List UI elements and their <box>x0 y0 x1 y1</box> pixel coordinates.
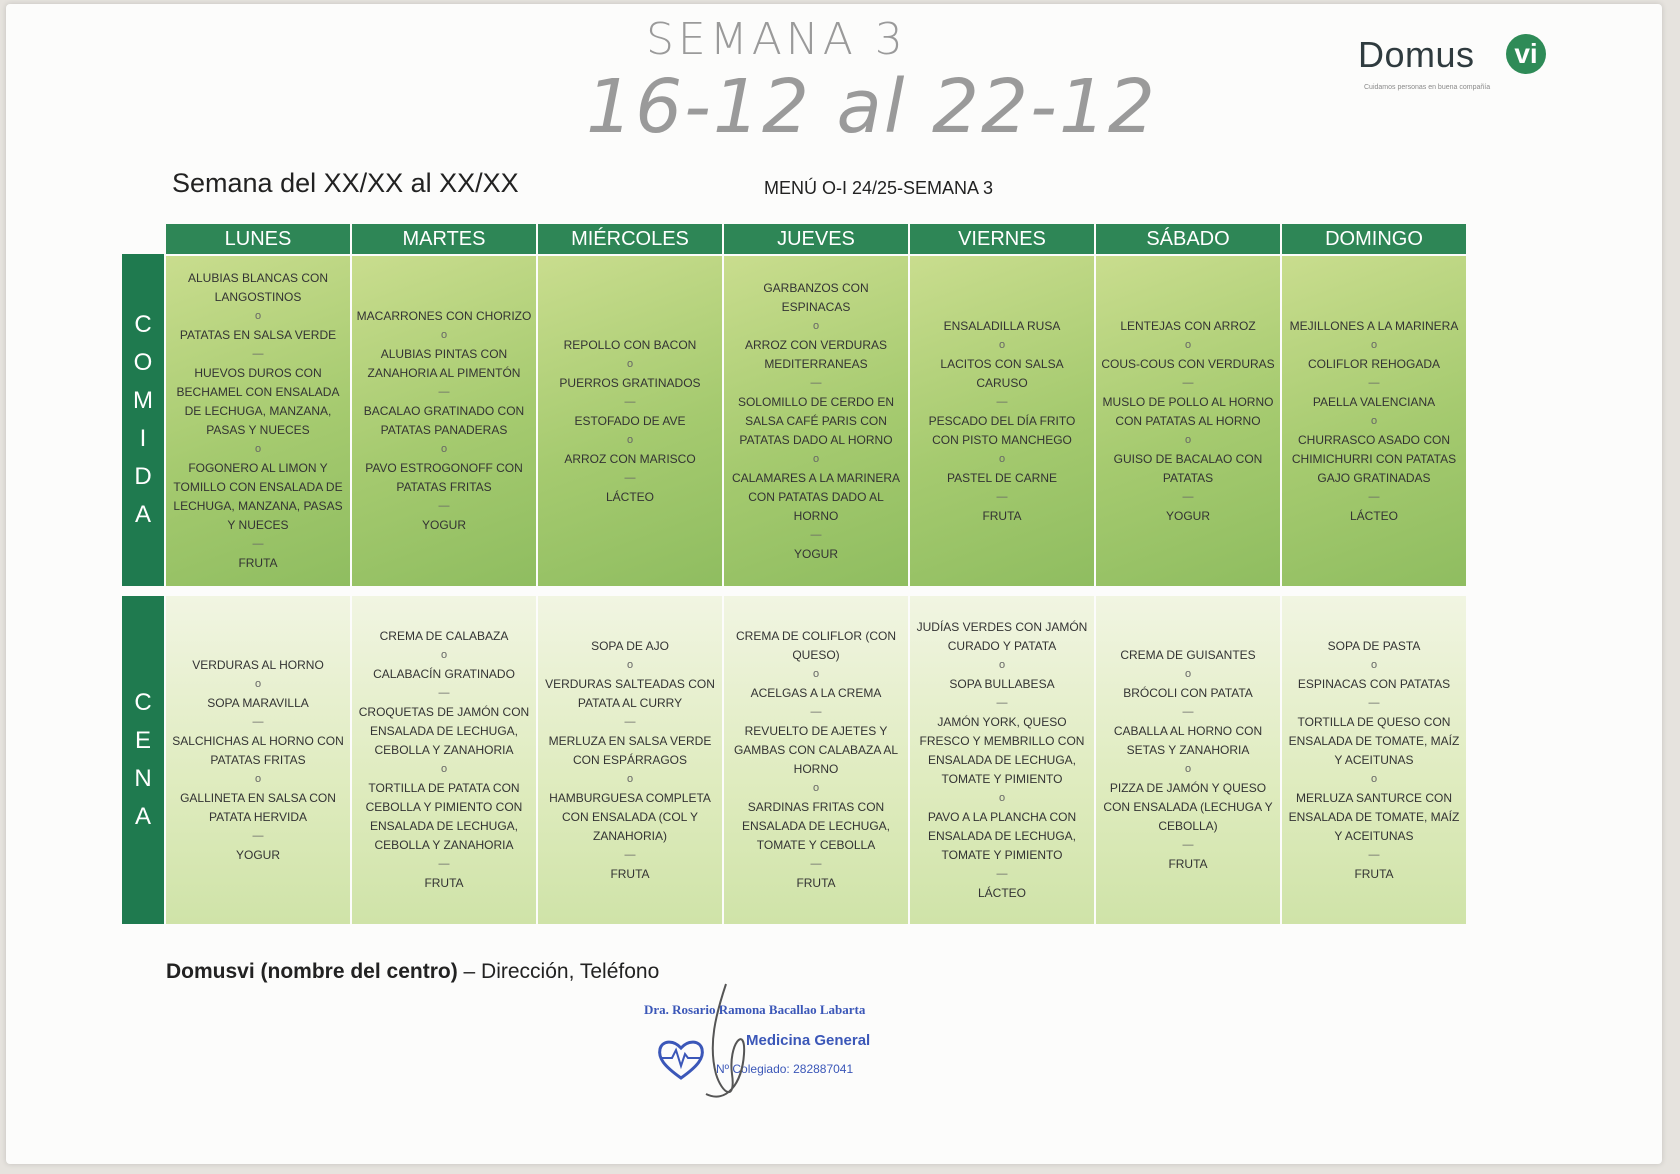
menu-item: GUISO DE BACALAO CON PATATAS <box>1113 451 1263 485</box>
menu-separator: — <box>438 500 450 512</box>
menu-item: SOPA MARAVILLA <box>207 695 309 710</box>
menu-separator: o <box>1370 414 1378 427</box>
menu-separator: — <box>252 348 264 360</box>
menu-item: SALCHICHAS AL HORNO CON PATATAS FRITAS <box>172 733 344 767</box>
menu-item: PAVO A LA PLANCHA CON ENSALADA DE LECHUGA, TOMATE Y PIMIENTO <box>927 809 1077 862</box>
menu-separator: o <box>812 782 820 794</box>
menu-separator: o <box>1184 433 1192 446</box>
menu-separator: o <box>812 452 820 465</box>
menu-item: FRUTA <box>238 556 278 570</box>
menu-item: JAMÓN YORK, QUESO FRESCO Y MEMBRILLO CON ENSALADA DE LECHUGA, TOMATE Y PIMIENTO <box>919 714 1085 786</box>
row-label-letter: M <box>133 387 153 414</box>
menu-separator: — <box>1368 696 1380 709</box>
menu-item: YOGUR <box>235 847 280 862</box>
lunch-cell-2 <box>352 256 536 586</box>
lunch-cell-6 <box>1096 256 1280 586</box>
menu-item: FOGONERO AL LIMON Y TOMILLO CON ENSALADA DE LECHUGA, MANZANA, PASAS Y NUECES <box>173 461 343 532</box>
stamp-number: Nº Colegiado: 282887041 <box>716 1062 854 1076</box>
menu-item: CREMA DE COLIFLOR (CON QUESO) <box>735 629 897 662</box>
menu-item: FRUTA <box>982 508 1022 523</box>
row-label-letter: O <box>133 349 153 376</box>
day-header-3: MIÉRCOLES <box>538 224 722 254</box>
menu-separator: o <box>626 772 634 785</box>
menu-separator: — <box>996 696 1008 709</box>
menu-item: CALABACÍN GRATINADO <box>373 667 515 681</box>
menu-item: BRÓCOLI CON PATATA <box>1123 686 1253 700</box>
row-label-letter: A <box>134 803 151 830</box>
menu-separator: o <box>998 338 1006 351</box>
menu-item: PUERROS GRATINADOS <box>559 375 701 390</box>
menu-item: FRUTA <box>796 876 836 890</box>
menu-separator: — <box>996 490 1008 503</box>
menu-separator: — <box>810 528 822 541</box>
menu-item: CHURRASCO ASADO CON CHIMICHURRI CON PATATAS GAJO GRATINADAS <box>1291 432 1457 485</box>
menu-separator: o <box>626 433 634 446</box>
menu-separator: — <box>996 867 1008 880</box>
menu-item: TORTILLA DE PATATA CON CEBOLLA Y PIMIENTO CON ENSALADA DE LECHUGA, CEBOLLA Y ZANAHORIA <box>365 781 523 852</box>
menu-separator: o <box>254 310 262 322</box>
dinner-cell-3 <box>538 596 722 924</box>
menu-label: MENÚ O-I 24/25-SEMANA 3 <box>764 178 994 198</box>
menu-item: PAVO ESTROGONOFF CON PATATAS FRITAS <box>365 461 523 494</box>
row-label-letter: E <box>134 727 151 754</box>
menu-separator: o <box>812 668 820 680</box>
menu-separator: — <box>996 395 1008 408</box>
menu-item: REVUELTO DE AJETES Y GAMBAS CON CALABAZA AL HORNO <box>733 724 899 776</box>
menu-item: LENTEJAS CON ARROZ <box>1120 318 1256 333</box>
menu-item: FRUTA <box>424 876 464 890</box>
menu-separator: o <box>440 443 448 455</box>
menu-separator: o <box>254 677 262 690</box>
menu-separator: o <box>440 329 448 341</box>
menu-item: HAMBURGUESA COMPLETA CON ENSALADA (COL Y ZANAHORIA) <box>549 790 711 843</box>
menu-item: GALLINETA EN SALSA CON PATATA HERVIDA <box>180 790 336 824</box>
menu-separator: o <box>440 763 448 775</box>
menu-item: ESTOFADO DE AVE <box>574 413 686 428</box>
menu-item: YOGUR <box>793 546 838 561</box>
menu-separator: — <box>438 858 450 870</box>
menu-separator: — <box>810 858 822 870</box>
menu-separator: — <box>1182 490 1194 503</box>
dinner-cell-4 <box>724 596 908 924</box>
menu-item: FRUTA <box>1168 857 1208 871</box>
menu-separator: — <box>1368 490 1380 503</box>
menu-item: MACARRONES CON CHORIZO <box>356 309 532 323</box>
menu-grid <box>122 224 1554 936</box>
menu-separator: — <box>252 829 264 842</box>
menu-separator: o <box>998 791 1006 804</box>
menu-item: COUS-COUS CON VERDURAS <box>1101 356 1275 371</box>
menu-item: REPOLLO CON BACON <box>563 337 697 352</box>
menu-item: SOPA DE PASTA <box>1327 638 1421 653</box>
menu-item: PIZZA DE JAMÓN Y QUESO CON ENSALADA (LECHUGA Y CEBOLLA) <box>1103 781 1273 833</box>
menu-separator: — <box>1182 839 1194 851</box>
menu-item: CALAMARES A LA MARINERA CON PATATAS DADO AL HORNO <box>731 470 901 523</box>
menu-separator: o <box>998 452 1006 465</box>
menu-separator: — <box>438 386 450 398</box>
menu-item: MERLUZA SANTURCE CON ENSALADA DE TOMATE, MAÍZ Y ACEITUNAS <box>1288 790 1460 843</box>
lunch-cell-5 <box>910 256 1094 586</box>
menu-item: ALUBIAS PINTAS CON ZANAHORIA AL PIMENTÓN <box>367 347 521 380</box>
menu-separator: — <box>810 376 822 389</box>
logo-mark: vi <box>1506 34 1546 74</box>
day-header-5: VIERNES <box>910 224 1094 254</box>
menu-item: MUSLO DE POLLO AL HORNO CON PATATAS AL HORNO <box>1102 394 1274 428</box>
menu-separator: o <box>1184 763 1192 775</box>
menu-item: BACALAO GRATINADO CON PATATAS PANADERAS <box>363 404 525 437</box>
menu-separator: — <box>1182 376 1194 389</box>
menu-separator: — <box>624 848 636 861</box>
menu-separator: — <box>810 706 822 718</box>
menu-separator: o <box>254 772 262 785</box>
menu-item: CREMA DE GUISANTES <box>1120 648 1256 662</box>
lunch-cell-1 <box>166 256 350 586</box>
handwritten-week: SEMANA 3 <box>646 14 907 65</box>
menu-item: CROQUETAS DE JAMÓN CON ENSALADA DE LECHUGA, CEBOLLA Y ZANAHORIA <box>358 705 530 757</box>
doctor-stamp <box>636 1002 936 1092</box>
menu-item: HUEVOS DUROS CON BECHAMEL CON ENSALADA DE LECHUGA, MANZANA, PASAS Y NUECES <box>176 366 340 437</box>
day-header-1: LUNES <box>166 224 350 254</box>
menu-separator: — <box>1182 706 1194 718</box>
menu-separator: o <box>254 443 262 455</box>
day-header-6: SÁBADO <box>1096 224 1280 254</box>
menu-item: YOGUR <box>1165 508 1210 523</box>
menu-item: MERLUZA EN SALSA VERDE CON ESPÁRRAGOS <box>548 733 712 767</box>
menu-separator: o <box>626 357 634 370</box>
menu-item: PATATAS EN SALSA VERDE <box>179 328 337 342</box>
dinner-cell-7 <box>1282 596 1466 924</box>
menu-item: SARDINAS FRITAS CON ENSALADA DE LECHUGA, TOMATE Y CEBOLLA <box>741 800 891 852</box>
footer <box>166 960 659 984</box>
menu-item: LACITOS CON SALSA CARUSO <box>940 356 1064 390</box>
row-label-letter: N <box>134 765 152 792</box>
day-header-7: DOMINGO <box>1282 224 1466 254</box>
stamp-name: Dra. Rosario Ramona Bacallao Labarta <box>644 1002 866 1017</box>
menu-item: JUDÍAS VERDES CON JAMÓN CURADO Y PATATA <box>916 619 1088 653</box>
menu-item: SOPA BULLABESA <box>949 676 1055 691</box>
menu-separator: o <box>626 658 634 671</box>
day-header-4: JUEVES <box>724 224 908 254</box>
menu-separator: o <box>1370 658 1378 671</box>
menu-item: CABALLA AL HORNO CON SETAS Y ZANAHORIA <box>1113 724 1263 757</box>
menu-item: SOLOMILLO DE CERDO EN SALSA CAFÉ PARIS CON PATATAS DADO AL HORNO <box>737 394 895 447</box>
menu-separator: — <box>624 471 636 484</box>
menu-item: LÁCTEO <box>977 885 1026 900</box>
menu-separator: o <box>1184 338 1192 351</box>
menu-separator: o <box>1370 772 1378 785</box>
menu-item: GARBANZOS CON ESPINACAS <box>763 280 869 314</box>
menu-separator: — <box>624 395 636 408</box>
menu-separator: — <box>252 538 264 550</box>
menu-item: FRUTA <box>610 866 650 881</box>
dinner-cell-6 <box>1096 596 1280 924</box>
dinner-cell-5 <box>910 596 1094 924</box>
week-label: Semana del XX/XX al XX/XX <box>172 168 519 198</box>
row-label-cena <box>122 596 164 924</box>
menu-sheet <box>6 4 1662 1164</box>
day-header-2: MARTES <box>352 224 536 254</box>
stamp-specialty: Medicina General <box>746 1032 871 1049</box>
menu-item: MEJILLONES A LA MARINERA <box>1289 318 1459 333</box>
lunch-cell-3 <box>538 256 722 586</box>
menu-item: CREMA DE CALABAZA <box>379 629 509 643</box>
row-label-letter: I <box>139 425 147 452</box>
lunch-cell-7 <box>1282 256 1466 586</box>
menu-separator: — <box>1368 848 1380 861</box>
signature <box>686 974 776 1114</box>
menu-item: PESCADO DEL DÍA FRITO CON PISTO MANCHEGO <box>928 413 1076 447</box>
row-label-letter: A <box>134 501 151 528</box>
menu-separator: — <box>624 715 636 728</box>
menu-item: FRUTA <box>1354 866 1394 881</box>
logo-tagline: Cuidamos personas en buena compañía <box>1364 84 1491 91</box>
menu-item: ALUBIAS BLANCAS CON LANGOSTINOS <box>187 271 329 304</box>
menu-separator: — <box>438 687 450 699</box>
domusvi-logo <box>1358 34 1578 104</box>
dinner-cell-1 <box>166 596 350 924</box>
dinner-cell-2 <box>352 596 536 924</box>
row-label-comida <box>122 254 164 586</box>
row-label-letter: D <box>134 463 152 490</box>
row-label-letter: C <box>134 689 152 716</box>
menu-item: ENSALADILLA RUSA <box>943 318 1061 333</box>
menu-item: LÁCTEO <box>605 489 654 504</box>
menu-item: ESPINACAS CON PATATAS <box>1297 676 1451 691</box>
menu-separator: o <box>1184 668 1192 680</box>
row-label-letter: C <box>134 311 152 338</box>
menu-separator: — <box>252 715 264 728</box>
menu-separator: o <box>1370 338 1378 351</box>
menu-item: PASTEL DE CARNE <box>946 470 1058 485</box>
menu-item: ACELGAS A LA CREMA <box>750 686 882 700</box>
menu-item: VERDURAS SALTEADAS CON PATATA AL CURRY <box>545 676 715 710</box>
footer-center: Domusvi (nombre del centro) <box>166 960 458 983</box>
menu-item: ARROZ CON MARISCO <box>564 451 696 466</box>
menu-item: COLIFLOR REHOGADA <box>1307 356 1441 371</box>
menu-separator: o <box>812 319 820 332</box>
menu-item: LÁCTEO <box>1349 508 1398 523</box>
footer-contact: – Dirección, Teléfono <box>457 960 660 983</box>
menu-separator: o <box>998 658 1006 671</box>
menu-separator: — <box>1368 376 1380 389</box>
menu-separator: o <box>440 649 448 661</box>
menu-item: SOPA DE AJO <box>591 638 669 653</box>
handwritten-dates: 16-12 al 22-12 <box>586 64 1158 150</box>
menu-item: ARROZ CON VERDURAS MEDITERRANEAS <box>744 337 887 371</box>
menu-item: VERDURAS AL HORNO <box>192 657 324 672</box>
menu-item: PAELLA VALENCIANA <box>1312 394 1436 409</box>
lunch-cell-4 <box>724 256 908 586</box>
menu-item: YOGUR <box>421 518 466 532</box>
logo-text: Domus <box>1358 34 1475 75</box>
menu-item: TORTILLA DE QUESO CON ENSALADA DE TOMATE, MAÍZ Y ACEITUNAS <box>1288 714 1460 767</box>
